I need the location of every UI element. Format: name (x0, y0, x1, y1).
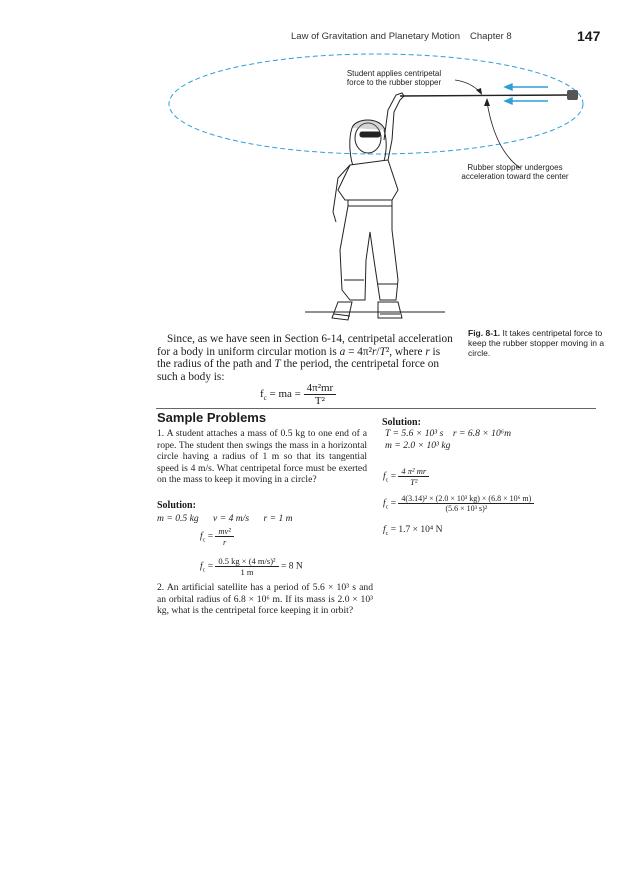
intro-line-1: Since, as we have seen in Section 6-14, centripetal acceleration (167, 333, 453, 345)
label-pointer-bottom (487, 102, 520, 168)
problem-2-given-1: T = 5.6 × 10³ s r = 6.8 × 10⁶m (385, 428, 512, 439)
figure-caption-text: It takes centripetal force to keep the rubber stopper moving in a circle. (468, 328, 605, 358)
problem-2-text: 2. An artificial satellite has a period of 5.6 × 10³ s and an orbital radius of 6.8 × 10⁶ m. If its mass is 2.0 × 10³ kg, what is the centripetal force keeping it in orbit? (157, 582, 373, 617)
problem-1-solution-label: Solution: (157, 500, 196, 511)
sample-problems-heading: Sample Problems (157, 410, 267, 425)
section-divider (156, 408, 596, 409)
figure-label-top-line2: force to the rubber stopper (346, 78, 442, 87)
centripetal-force-formula: $f_c$ = ma = $\frac{\text{4π²mr}}{\text{T²}}$ (260, 382, 336, 407)
figure-caption (468, 328, 608, 358)
problem-2-equation-2: $f_c$ = $\frac{\text{4(3.14)² × (2.0 × 10³ kg) × (6.8 × 10⁶ m)}}{\text{(5.6 × 10³ s)²}}$ (383, 494, 534, 513)
chapter-label: Chapter 8 (470, 31, 512, 42)
problem-2-equation-3: $f_c = 1.7 \times 10^4$ N (383, 525, 443, 537)
intro-line-2: for a body in uniform circular motion is a = 4π²r/T², where r is (157, 345, 441, 358)
running-title: Law of Gravitation and Planetary Motion (291, 31, 460, 42)
student-figure (332, 93, 404, 320)
acceleration-arrow-icon (505, 84, 548, 104)
page-number: 147 (577, 28, 601, 44)
rubber-stopper (567, 90, 578, 100)
figure-caption-number: Fig. 8-1. (468, 328, 501, 338)
figure-label-top-line1: Student applies centripetal (346, 69, 442, 78)
figure-label-bottom (450, 163, 580, 181)
problem-2-solution-label: Solution: (382, 417, 421, 428)
intro-paragraph (157, 333, 459, 383)
problem-2-given-2: m = 2.0 × 10³ kg (385, 440, 451, 451)
intro-line-4: such a body is: (157, 370, 225, 383)
problem-1-equation-2: $f_c$ = $\frac{\text{0.5 kg × (4 m/s)²}}{1 m}$ = 8 N (200, 556, 303, 577)
rope (400, 95, 570, 96)
problem-1-text: 1. A student attaches a mass of 0.5 kg to one end of a rope. The student then swings the mass in a horizontal circle having a radius of 1 m so that its tangential speed is 4 m/s. What centripetal force must be exerted on the mass to keep it moving in a circle? (157, 428, 367, 486)
formula-denominator: T² (314, 395, 325, 407)
figure-label-top (344, 69, 444, 87)
intro-line-3: the radius of the path and T the period, the centripetal force on (157, 358, 440, 371)
problem-1-equation-1: $f_c$ = $\frac{\text{mv²}}{r}$ (200, 526, 234, 547)
figure-label-bottom-line1: Rubber stopper undergoes (467, 163, 563, 172)
figure-label-bottom-line2: acceleration toward the center (461, 172, 569, 181)
problem-2-equation-1: $f_c$ = $\frac{\text{4 π² mr}}{\text{T²}}$ (383, 466, 429, 487)
problem-1-givens: m = 0.5 kg v = 4 m/s r = 1 m (157, 513, 293, 524)
formula-numerator: 4π²mr (304, 382, 337, 395)
